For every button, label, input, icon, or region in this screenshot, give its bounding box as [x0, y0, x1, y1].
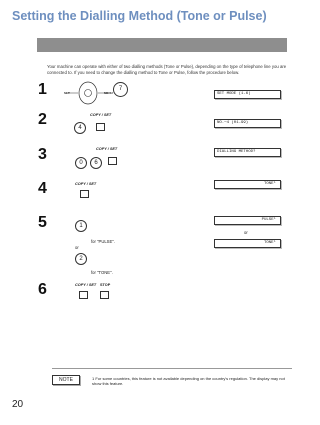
step-number: 5: [38, 214, 47, 231]
page-title: Setting the Dialling Method (Tone or Pulse): [12, 9, 267, 23]
copy-set-label: COPY / SET: [75, 283, 97, 287]
pulse-instruction: for "PULSE".: [91, 239, 115, 244]
copy-set-button[interactable]: [79, 291, 88, 299]
lcd-display-tone: TONE¹: [214, 239, 281, 248]
step-number: 6: [38, 281, 47, 298]
key-6[interactable]: 6: [90, 157, 102, 169]
lcd-display: TONE¹: [214, 180, 281, 189]
copy-set-button[interactable]: [96, 123, 105, 131]
copy-set-button[interactable]: [80, 190, 89, 198]
note-label: NOTE: [52, 375, 80, 385]
intro-text: Your machine can operate with either of two dialling methods (Tone or Pulse), depending on the type of telephone line you are connected to. If you need to change the dialling method to Tone or Pulse, follow the procedure below.: [47, 64, 287, 75]
step-number: 2: [38, 111, 47, 128]
stop-button[interactable]: [100, 291, 109, 299]
set-key-label: SET: [64, 91, 70, 95]
lcd-display: NO.─4 (01-99): [214, 119, 281, 128]
lcd-display-pulse: PULSE¹: [214, 216, 281, 225]
divider: [52, 368, 292, 369]
key-2[interactable]: 2: [75, 253, 87, 265]
key-1[interactable]: 1: [75, 220, 87, 232]
key-0[interactable]: 0: [75, 157, 87, 169]
menu-key-label: MENU: [104, 91, 113, 95]
copy-set-button[interactable]: [108, 157, 117, 165]
step-number: 3: [38, 146, 47, 163]
page-number: 20: [12, 399, 24, 410]
key-7[interactable]: 7: [113, 82, 128, 97]
lcd-or-label: or: [244, 230, 248, 235]
stop-label: STOP: [100, 283, 111, 287]
tone-instruction: for "TONE".: [91, 270, 113, 275]
copy-set-label: COPY / SET: [75, 182, 97, 186]
section-band: [37, 38, 287, 52]
key-4[interactable]: 4: [74, 122, 86, 134]
lcd-display: SET MODE (1-6): [214, 90, 281, 99]
copy-set-label: COPY / SET: [96, 147, 118, 151]
step-number: 4: [38, 180, 47, 197]
note-text: 1 For some countries, this feature is not available depending on the country's regulation. The display may not show this feature.: [92, 376, 285, 387]
or-label: or: [75, 245, 79, 250]
copy-set-label: COPY / SET: [90, 113, 112, 117]
lcd-display: DIALLING METHOD?: [214, 148, 281, 157]
step-number: 1: [38, 81, 47, 98]
